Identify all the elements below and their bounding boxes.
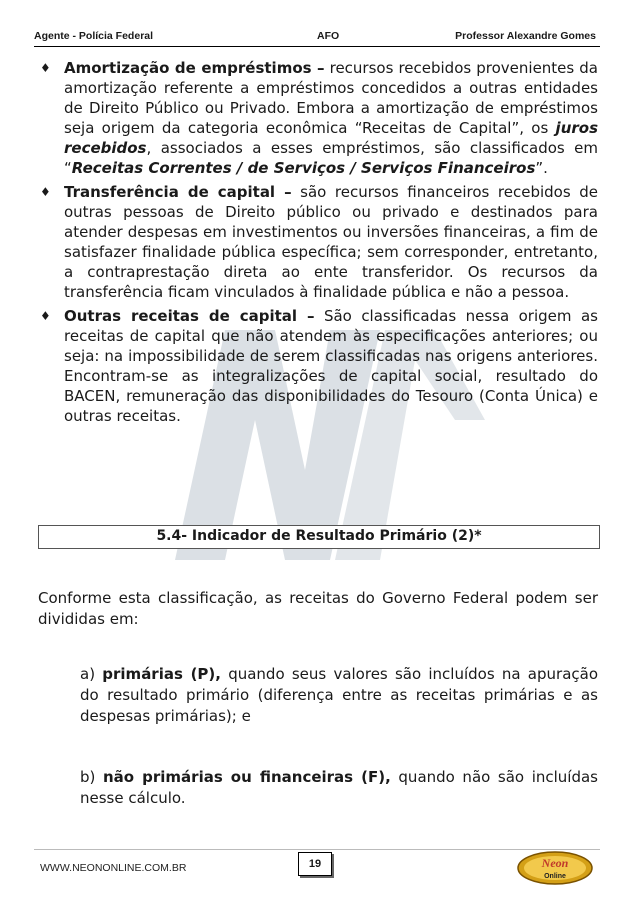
item-term: primárias (P), bbox=[102, 665, 221, 683]
bullet-amortizacao bbox=[38, 58, 598, 178]
bullet-title: Amortização de empréstimos – bbox=[64, 59, 325, 77]
revenue-origin-list bbox=[38, 58, 598, 430]
list-item bbox=[80, 767, 598, 809]
diamond-bullet-icon: ♦ bbox=[40, 61, 51, 75]
header-subject: AFO bbox=[317, 30, 340, 42]
page-number: 19 bbox=[298, 852, 332, 876]
header-course: Agente - Polícia Federal bbox=[34, 30, 154, 42]
bullet-transferencia bbox=[38, 182, 598, 302]
bullet-outras-receitas bbox=[38, 306, 598, 426]
intro-paragraph: Conforme esta classificação, as receitas do Governo Federal podem ser divididas em: bbox=[38, 589, 598, 628]
diamond-bullet-icon: ♦ bbox=[40, 309, 51, 323]
bullet-text: são recursos financeiros recebidos de outras pessoas de Direito público ou privado e destinados para atender despesas em investimentos ou inversões financeiras, a fim de satisfazer finalidade pública específica; sem corresponder, entretanto, a contraprestação direta ao ente transferidor. Os recursos da transferência ficam vinculados à finalidade pública e não a pessoa. bbox=[64, 183, 598, 301]
bullet-text: ”. bbox=[535, 159, 548, 177]
section-title: 5.4- Indicador de Resultado Primário (2)* bbox=[156, 528, 482, 544]
section-heading-box bbox=[38, 525, 600, 549]
bullet-text: recursos recebidos provenientes da amortização referente a empréstimos concedidos a outras entidades de Direito Público ou Privado. Embora a amortização de empréstimos seja origem da categoria econômica “Receitas de Capital”, os bbox=[64, 59, 598, 137]
diamond-bullet-icon: ♦ bbox=[40, 185, 51, 199]
item-prefix: a) bbox=[80, 665, 103, 683]
header-teacher: Professor Alexandre Gomes bbox=[455, 30, 596, 42]
neon-online-logo bbox=[516, 850, 594, 886]
bullet-title: Outras receitas de capital – bbox=[64, 307, 315, 325]
item-prefix: b) bbox=[80, 768, 103, 786]
bullet-text: São classificadas nessa origem as receitas de capital que não atendem às especificações anteriores; ou seja: na impossibilidade de serem classificadas nas origens anteriores. Encontram-se as integralizações de capital social, resultado do BACEN, remuneração das disponibilidades do Tesouro (Conta Única) e outras receitas. bbox=[64, 307, 598, 425]
item-term: não primárias ou financeiras (F), bbox=[102, 768, 391, 786]
footer-website: WWW.NEONONLINE.COM.BR bbox=[40, 862, 187, 874]
bullet-emphasis: Receitas Correntes / de Serviços / Serviços Financeiros bbox=[71, 159, 536, 177]
item-text: quando seus valores são incluídos na apuração do resultado primário (diferença entre as receitas primárias e as despesas primárias); e bbox=[80, 665, 598, 725]
bullet-emphasis: juros recebidos bbox=[64, 119, 598, 157]
logo-word: Neon bbox=[541, 856, 569, 870]
item-text: quando não são incluídas nesse cálculo. bbox=[80, 768, 598, 807]
list-item bbox=[80, 664, 598, 727]
logo-subword: Online bbox=[544, 873, 566, 880]
bullet-text: , associados a esses empréstimos, são classificados em “ bbox=[64, 139, 598, 177]
page-header bbox=[34, 30, 600, 47]
bullet-title: Transferência de capital – bbox=[64, 183, 292, 201]
